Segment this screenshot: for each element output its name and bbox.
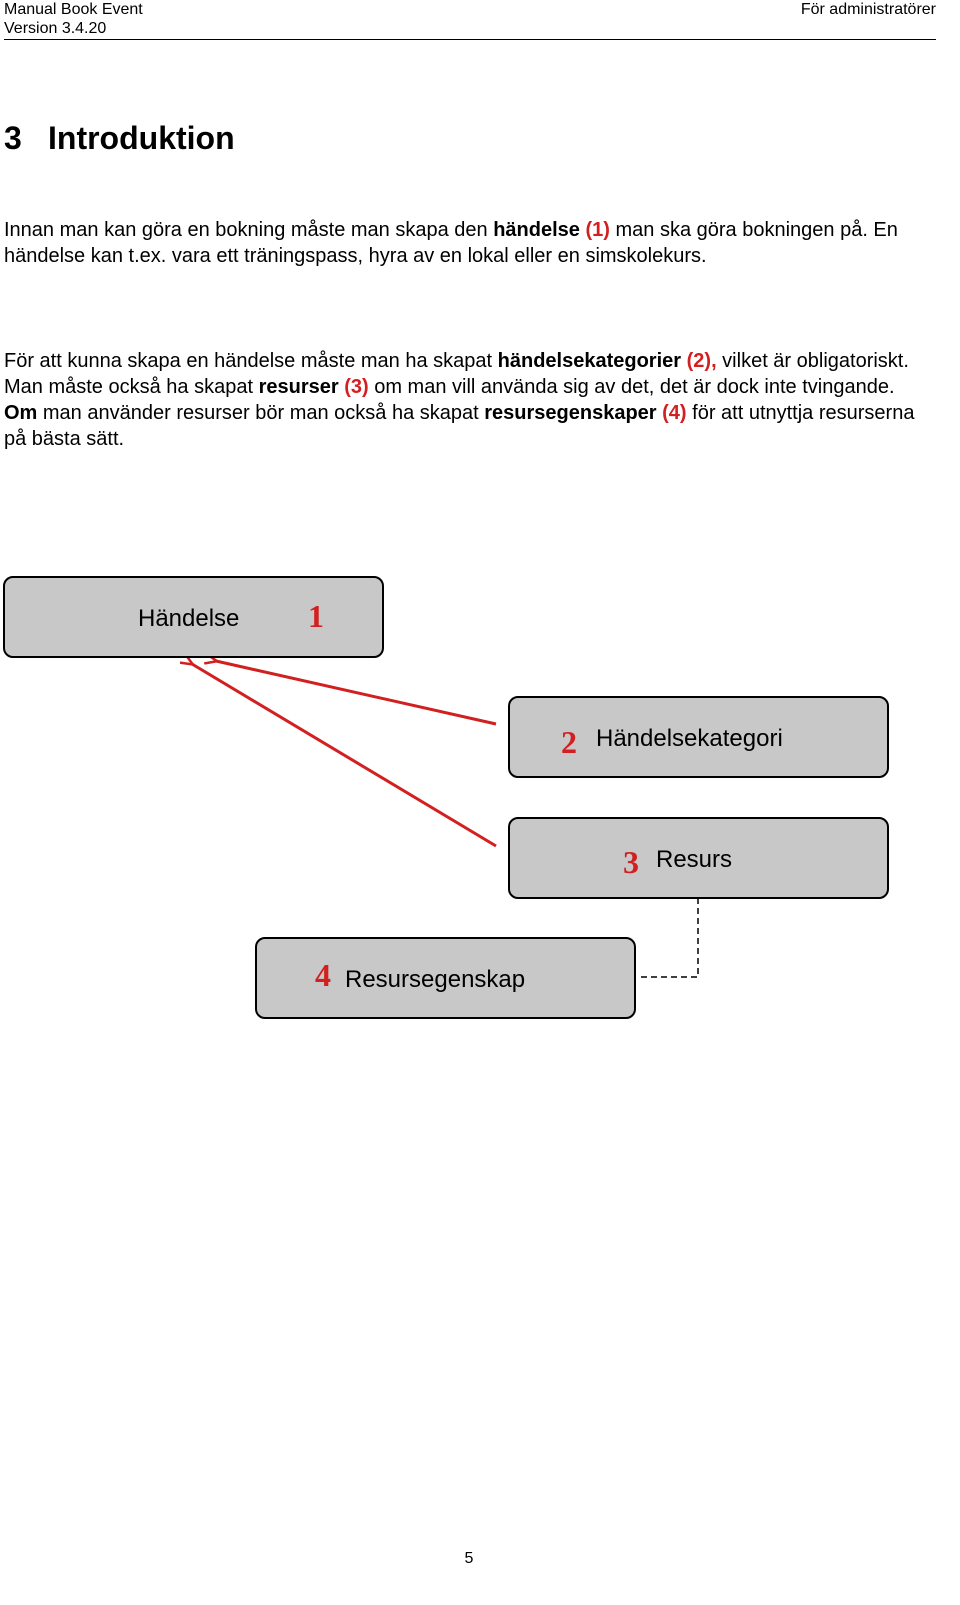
bold-term-handelse: händelse <box>493 219 580 241</box>
ref-number-4: (4) <box>656 402 687 424</box>
text-run: om man vill använda sig av det, det är dock inte tvingande. <box>368 376 895 398</box>
section-number: 3 <box>4 120 22 156</box>
ref-number-1: (1) <box>579 219 610 241</box>
arrow-kategori-to-handelse <box>216 661 496 724</box>
text-run: man använder resurser bör man också ha skapat <box>37 402 485 424</box>
intro-paragraph-1 <box>4 217 929 269</box>
box-resursegenskap <box>255 937 636 1019</box>
page-header <box>4 0 936 40</box>
box-number: 1 <box>308 598 324 634</box>
document-version: Version 3.4.20 <box>4 20 107 37</box>
page-number: 5 <box>464 1550 474 1567</box>
bold-term-resursegenskaper: resursegenskaper <box>484 402 657 424</box>
box-label: Resurs <box>656 846 733 873</box>
text-run: För att kunna skapa en händelse måste man ha skapat <box>4 350 498 372</box>
intro-paragraph-2 <box>4 348 929 452</box>
dashed-link-resurs-resursegenskap <box>637 898 698 977</box>
bold-term-resurser: resurser <box>258 376 339 398</box>
text-run: man ska göra bokningen på. En händelse kan t.ex. vara ett träningspass, hyra av en lokal eller en simskolekurs. <box>4 219 898 267</box>
box-handelsekategori <box>508 696 889 778</box>
text-run: Innan man kan göra en bokning måste man skapa den <box>4 219 494 241</box>
box-handelse <box>3 576 384 658</box>
box-number: 2 <box>561 724 577 760</box>
ref-number-3: (3) <box>338 376 369 398</box>
box-number: 4 <box>315 957 331 993</box>
header-audience: För administratörer <box>800 1 936 18</box>
ref-number-2: (2), <box>681 350 717 372</box>
text-run: för att utnyttja resurserna på bästa sätt. <box>4 402 915 450</box>
bold-term-om: Om <box>4 402 38 424</box>
document-title: Manual Book Event <box>4 1 143 18</box>
bold-term-handelsekategorier: händelsekategorier <box>497 350 682 372</box>
section-heading <box>4 120 235 157</box>
box-label: Händelsekategori <box>596 725 783 752</box>
header-left <box>4 0 143 38</box>
box-label: Resursegenskap <box>345 966 526 993</box>
box-label: Händelse <box>138 605 240 632</box>
text-run: vilket är obligatoriskt. Man måste också ha skapat <box>4 350 909 398</box>
box-number: 3 <box>623 844 639 880</box>
section-title: Introduktion <box>48 120 235 156</box>
entity-diagram <box>0 560 960 1040</box>
box-resurs <box>508 817 889 899</box>
